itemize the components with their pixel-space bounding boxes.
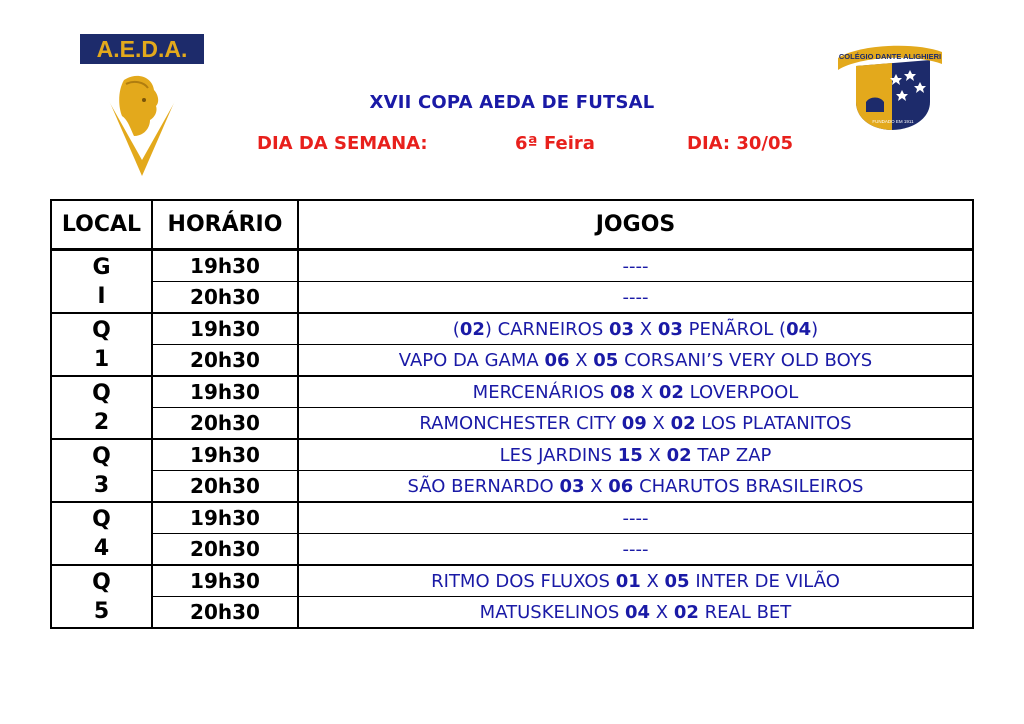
local-code-top: G — [92, 254, 111, 280]
table-row — [51, 282, 973, 314]
game-text: CHARUTOS BRASILEIROS — [633, 475, 864, 497]
table-row — [51, 408, 973, 440]
local-code-top: Q — [92, 380, 111, 406]
schedule-table — [50, 199, 974, 629]
game-text: X — [646, 412, 671, 434]
time-cell: 20h30 — [152, 408, 298, 440]
score: 03 — [609, 318, 635, 340]
time-cell: 19h30 — [152, 313, 298, 345]
dante-logo-subtext: FUNDADO EM 1911 — [872, 119, 914, 124]
header-row — [51, 200, 973, 250]
local-code-bottom: 5 — [93, 598, 110, 624]
score: 06 — [544, 349, 570, 371]
game-text: REAL BET — [698, 601, 792, 623]
no-game-placeholder: ---- — [622, 286, 649, 308]
score: 01 — [615, 570, 641, 592]
game-text: INTER DE VILÃO — [689, 570, 840, 592]
time-cell: 20h30 — [152, 471, 298, 503]
time-cell: 19h30 — [152, 565, 298, 597]
score: 04 — [625, 601, 651, 623]
local-cell — [51, 250, 152, 314]
time-cell: 19h30 — [152, 439, 298, 471]
date-value: DIA: 30/05 — [687, 133, 794, 154]
game-text: ( — [452, 318, 460, 340]
game-cell — [298, 313, 973, 345]
game-cell — [298, 282, 973, 314]
score: 15 — [617, 444, 643, 466]
header-local: LOCAL — [51, 200, 152, 250]
local-code-top: Q — [92, 506, 111, 532]
local-cell — [51, 439, 152, 502]
local-code-bottom: I — [97, 283, 106, 309]
score: 05 — [664, 570, 690, 592]
table-row — [51, 345, 973, 377]
time-cell: 20h30 — [152, 534, 298, 566]
table-row — [51, 313, 973, 345]
game-cell — [298, 565, 973, 597]
score: 02 — [658, 381, 684, 403]
table-row — [51, 250, 973, 282]
no-game-placeholder: ---- — [622, 255, 649, 277]
game-cell — [298, 250, 973, 282]
game-cell — [298, 345, 973, 377]
time-cell: 20h30 — [152, 345, 298, 377]
game-text: SÃO BERNARDO — [407, 475, 560, 497]
time-cell: 20h30 — [152, 282, 298, 314]
no-game-placeholder: ---- — [622, 538, 649, 560]
game-text: X — [640, 570, 665, 592]
game-text: X — [642, 444, 667, 466]
weekday-label: DIA DA SEMANA: — [257, 133, 428, 154]
weekday-value: 6ª Feira — [515, 133, 595, 154]
score: 02 — [666, 444, 692, 466]
header-jogos: JOGOS — [298, 200, 973, 250]
game-cell — [298, 439, 973, 471]
local-cell — [51, 313, 152, 376]
game-text: LES JARDINS — [499, 444, 618, 466]
score: 08 — [610, 381, 636, 403]
game-text: LOS PLATANITOS — [695, 412, 852, 434]
game-cell — [298, 471, 973, 503]
score: 04 — [786, 318, 812, 340]
table-row — [51, 439, 973, 471]
local-code-bottom: 4 — [93, 535, 110, 561]
local-code-top: Q — [92, 317, 111, 343]
table-row — [51, 471, 973, 503]
table-row — [51, 502, 973, 534]
game-text: TAP ZAP — [691, 444, 772, 466]
score: 05 — [593, 349, 619, 371]
game-text: LOVERPOOL — [683, 381, 799, 403]
game-cell — [298, 534, 973, 566]
game-text: RITMO DOS FLUXOS — [431, 570, 616, 592]
game-text: X — [634, 318, 658, 340]
schedule-body — [51, 250, 973, 629]
game-text: X — [584, 475, 609, 497]
game-text: MERCENÁRIOS — [472, 381, 611, 403]
game-cell — [298, 376, 973, 408]
header-horario: HORÁRIO — [152, 200, 298, 250]
game-text: ) — [811, 318, 819, 340]
game-text: MATUSKELINOS — [479, 601, 626, 623]
game-cell — [298, 597, 973, 629]
local-code-bottom: 1 — [93, 346, 110, 372]
game-text: PENÃROL ( — [682, 318, 787, 340]
score: 02 — [459, 318, 485, 340]
local-cell — [51, 565, 152, 628]
dante-alighieri-logo — [830, 40, 948, 132]
game-text: VAPO DA GAMA — [398, 349, 545, 371]
aeda-logo-text: A.E.D.A. — [96, 36, 188, 62]
local-code-bottom: 2 — [93, 409, 110, 435]
time-cell: 19h30 — [152, 250, 298, 282]
local-code-top: Q — [92, 443, 111, 469]
game-cell — [298, 502, 973, 534]
time-cell: 20h30 — [152, 597, 298, 629]
table-row — [51, 565, 973, 597]
local-cell — [51, 376, 152, 439]
score: 09 — [621, 412, 647, 434]
game-text: RAMONCHESTER CITY — [419, 412, 622, 434]
game-text: X — [569, 349, 594, 371]
page-title: XVII COPA AEDA DE FUTSAL — [369, 92, 655, 113]
time-cell: 19h30 — [152, 502, 298, 534]
time-cell: 19h30 — [152, 376, 298, 408]
no-game-placeholder: ---- — [622, 507, 649, 529]
score: 03 — [657, 318, 683, 340]
dante-logo-text: COLÉGIO DANTE ALIGHIERI — [838, 52, 942, 61]
score: 06 — [608, 475, 634, 497]
game-cell — [298, 408, 973, 440]
score: 02 — [670, 412, 696, 434]
table-row — [51, 376, 973, 408]
table-row — [51, 597, 973, 629]
score: 03 — [559, 475, 585, 497]
local-code-bottom: 3 — [93, 472, 110, 498]
game-text: X — [650, 601, 674, 623]
score: 02 — [673, 601, 699, 623]
table-row — [51, 534, 973, 566]
local-cell — [51, 502, 152, 565]
game-text: CORSANI’S VERY OLD BOYS — [618, 349, 873, 371]
game-text: X — [635, 381, 659, 403]
local-code-top: Q — [92, 569, 111, 595]
game-text: ) CARNEIROS — [484, 318, 609, 340]
